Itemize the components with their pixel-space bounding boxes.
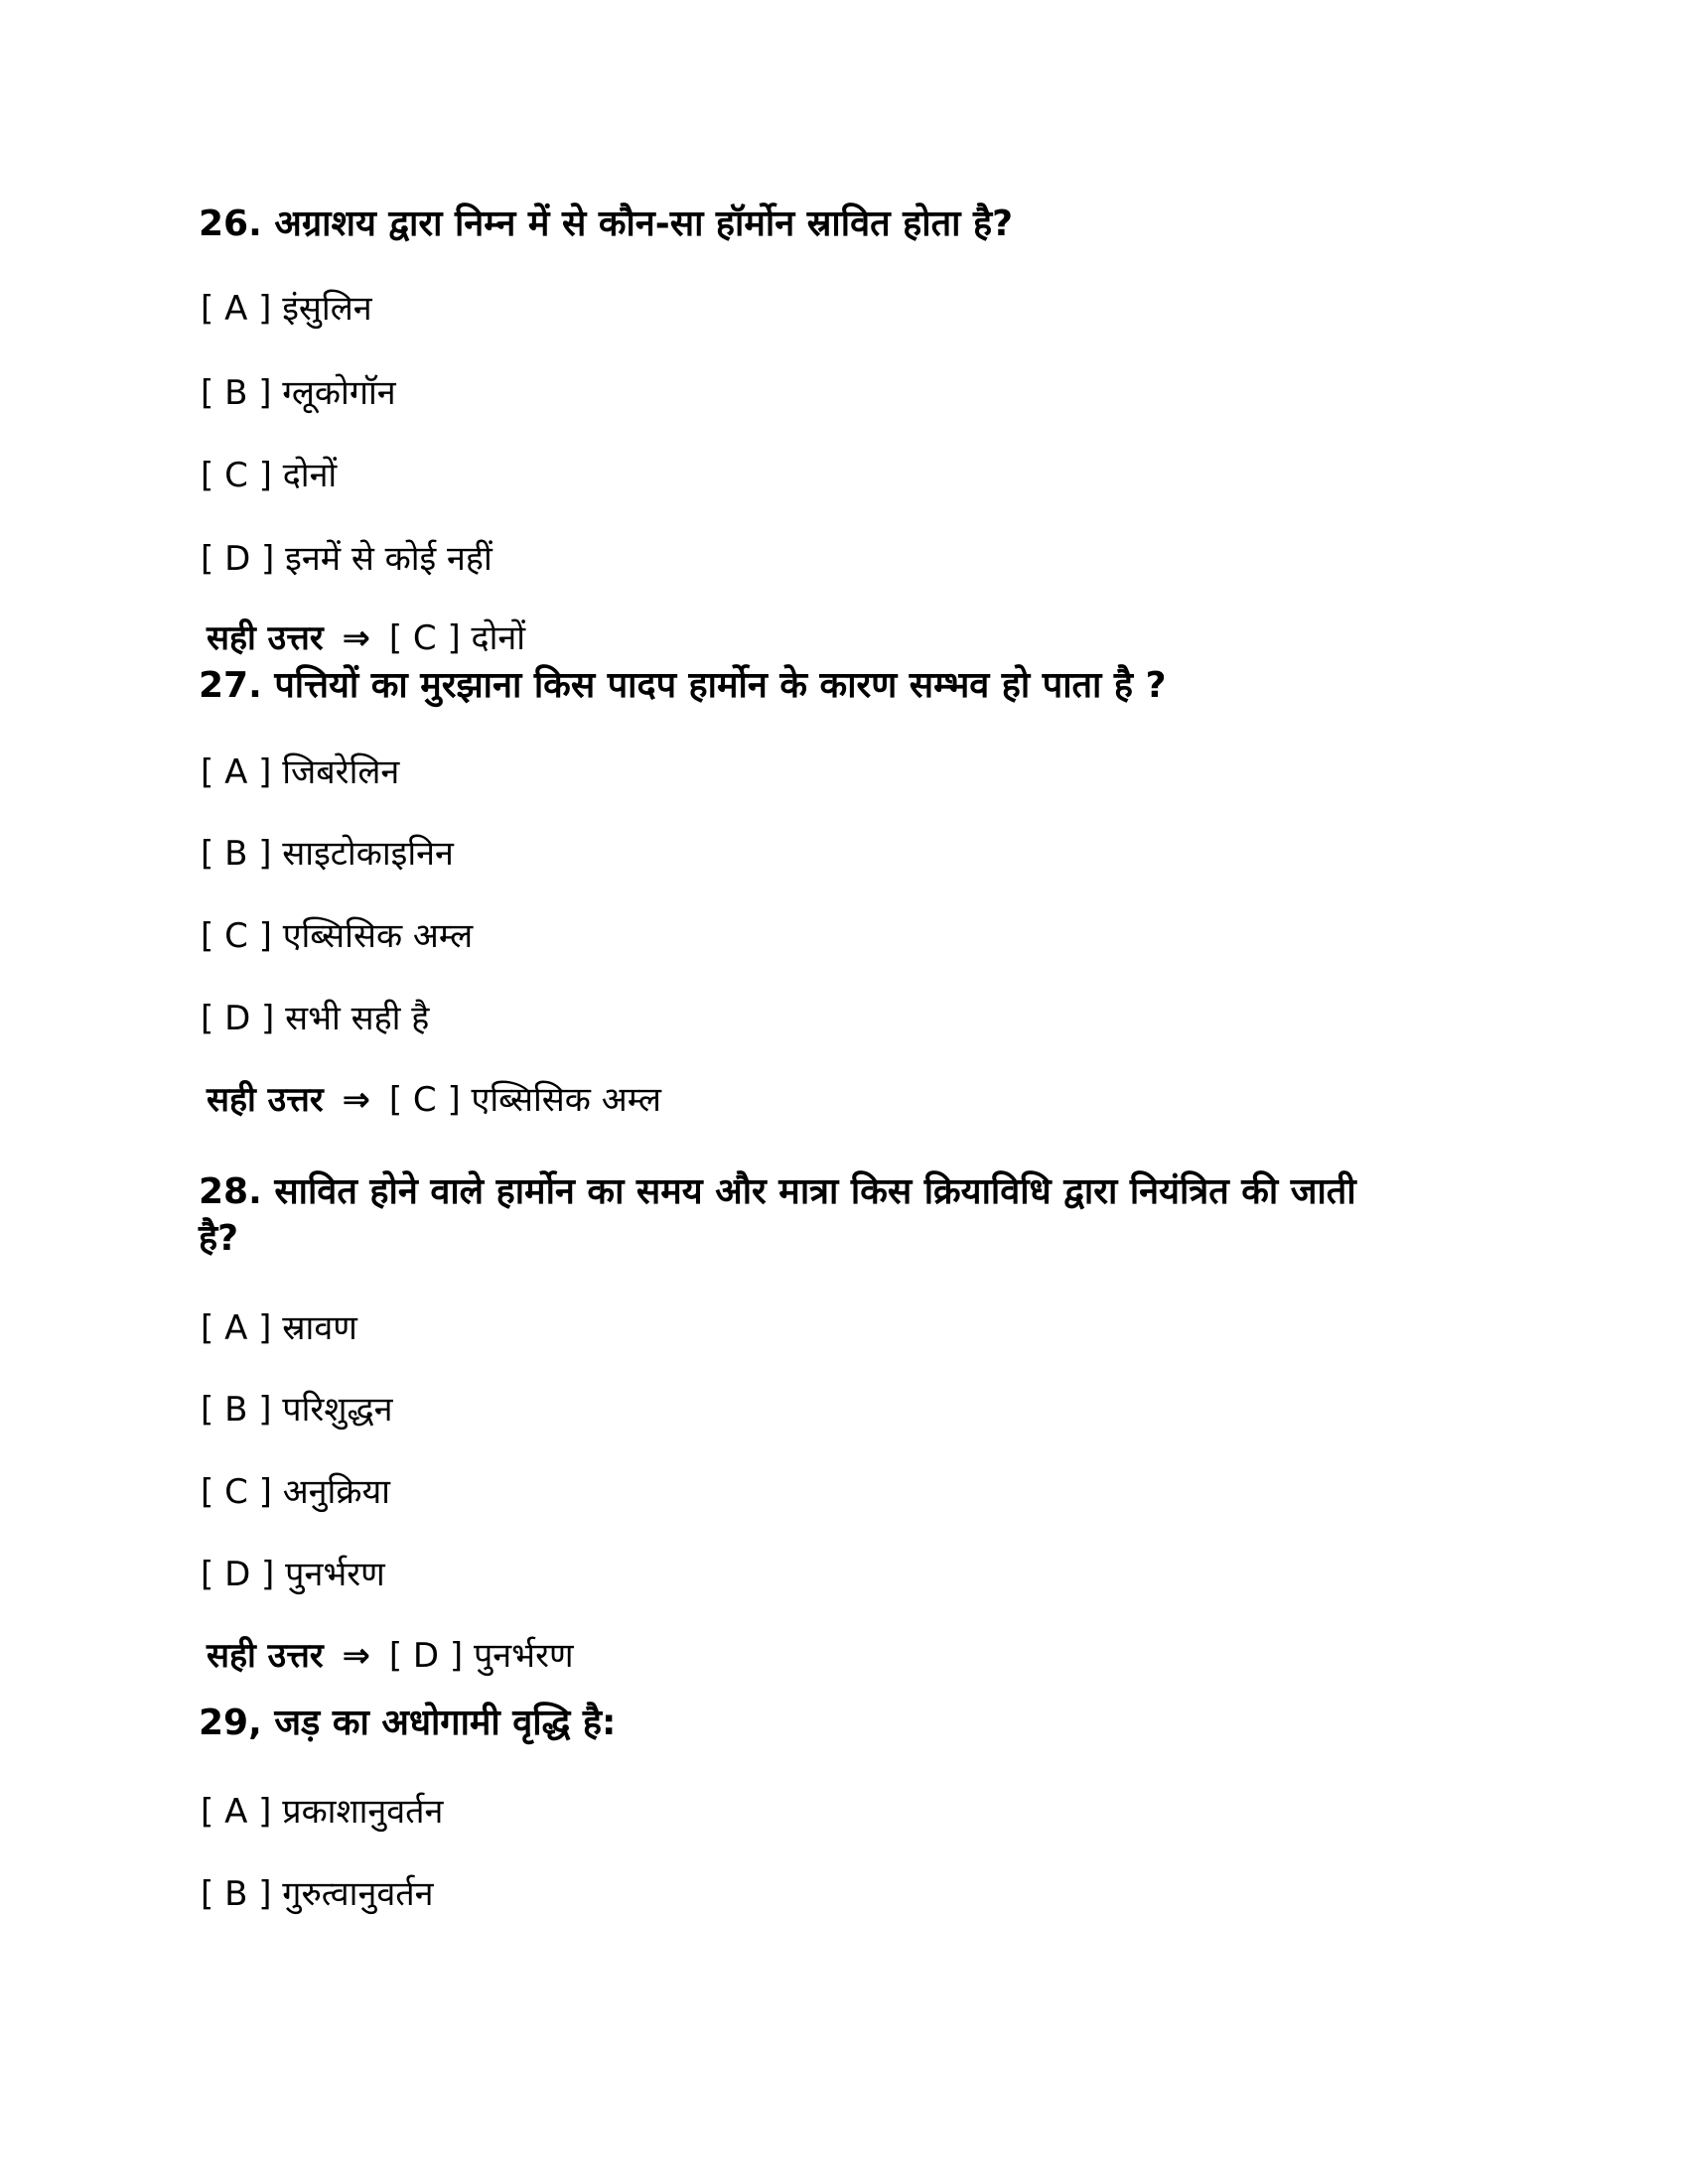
option-29-a [201,1792,444,1832]
answer-key: [ C ] [388,1080,461,1120]
answer-27 [207,1080,661,1120]
answer-label: सही उत्तर [207,618,324,658]
option-27-b [201,834,454,874]
option-26-d [201,539,492,579]
option-key: [ C ] [201,1472,272,1512]
question-text-line2: है? [199,1218,238,1259]
option-29-b [201,1874,434,1914]
option-text: परिशुद्धन [282,1390,393,1430]
answer-key: [ C ] [388,618,461,658]
option-27-c [201,916,474,956]
option-key: [ A ] [201,1792,272,1832]
question-27 [199,665,1167,706]
option-key: [ A ] [201,289,272,329]
option-text: सभी सही है [285,999,430,1038]
option-text: प्रकाशानुवर्तन [282,1792,444,1832]
question-text: जड़ का अधोगामी वृद्धि है: [274,1703,617,1743]
option-27-d [201,999,430,1038]
question-number: 29, [199,1703,262,1743]
arrow-icon: ⇒ [342,1080,371,1120]
option-key: [ B ] [201,834,272,874]
option-text: एब्सिसिक अम्ल [282,916,474,956]
question-number: 27. [199,665,262,706]
option-28-a [201,1308,357,1348]
option-26-b [201,373,396,413]
arrow-icon: ⇒ [342,1636,371,1676]
option-text: जिबरेलिन [282,752,400,792]
option-key: [ D ] [201,1555,275,1594]
option-text: गुरुत्वानुवर्तन [282,1874,434,1914]
answer-text: दोनों [471,618,526,658]
option-text: स्रावण [282,1308,357,1348]
option-26-a [201,289,372,329]
option-text: साइटोकाइनिन [282,834,454,874]
question-29 [199,1703,617,1743]
answer-key: [ D ] [388,1636,464,1676]
option-text: ग्लूकोगॉन [282,373,396,413]
answer-26 [207,618,526,658]
option-text: पुनर्भरण [285,1555,385,1594]
option-key: [ C ] [201,916,272,956]
question-26 [199,206,1013,242]
question-28-continued [199,1218,238,1259]
option-key: [ B ] [201,1390,272,1430]
option-key: [ D ] [201,999,275,1038]
question-text: सावित होने वाले हार्मोन का समय और मात्रा किस क्रियाविधि द्वारा नियंत्रित की जाती [274,1171,1356,1212]
question-number: 26. [199,204,262,244]
question-text: पत्तियों का मुरझाना किस पादप हार्मोन के कारण सम्भव हो पाता है ? [274,665,1167,706]
option-text: इनमें से कोई नहीं [285,539,492,579]
option-27-a [201,752,400,792]
option-key: [ B ] [201,1874,272,1914]
option-26-c [201,456,338,495]
question-28 [199,1171,1356,1212]
answer-28 [207,1636,574,1676]
answer-text: एब्सिसिक अम्ल [471,1080,661,1120]
option-28-b [201,1390,393,1430]
option-text: इंसुलिन [282,289,372,329]
option-key: [ C ] [201,456,272,495]
option-text: दोनों [282,456,338,495]
question-text: अग्राशय द्वारा निम्न में से कौन-सा हॉर्मोन स्रावित होता है? [274,204,1013,244]
option-key: [ D ] [201,539,275,579]
option-key: [ A ] [201,752,272,792]
answer-label: सही उत्तर [207,1080,324,1120]
option-28-c [201,1472,390,1512]
arrow-icon: ⇒ [342,618,371,658]
option-key: [ A ] [201,1308,272,1348]
question-number: 28. [199,1171,262,1212]
option-key: [ B ] [201,373,272,413]
answer-label: सही उत्तर [207,1636,324,1676]
option-text: अनुक्रिया [282,1472,390,1512]
answer-text: पुनर्भरण [473,1636,574,1676]
option-28-d [201,1555,385,1594]
